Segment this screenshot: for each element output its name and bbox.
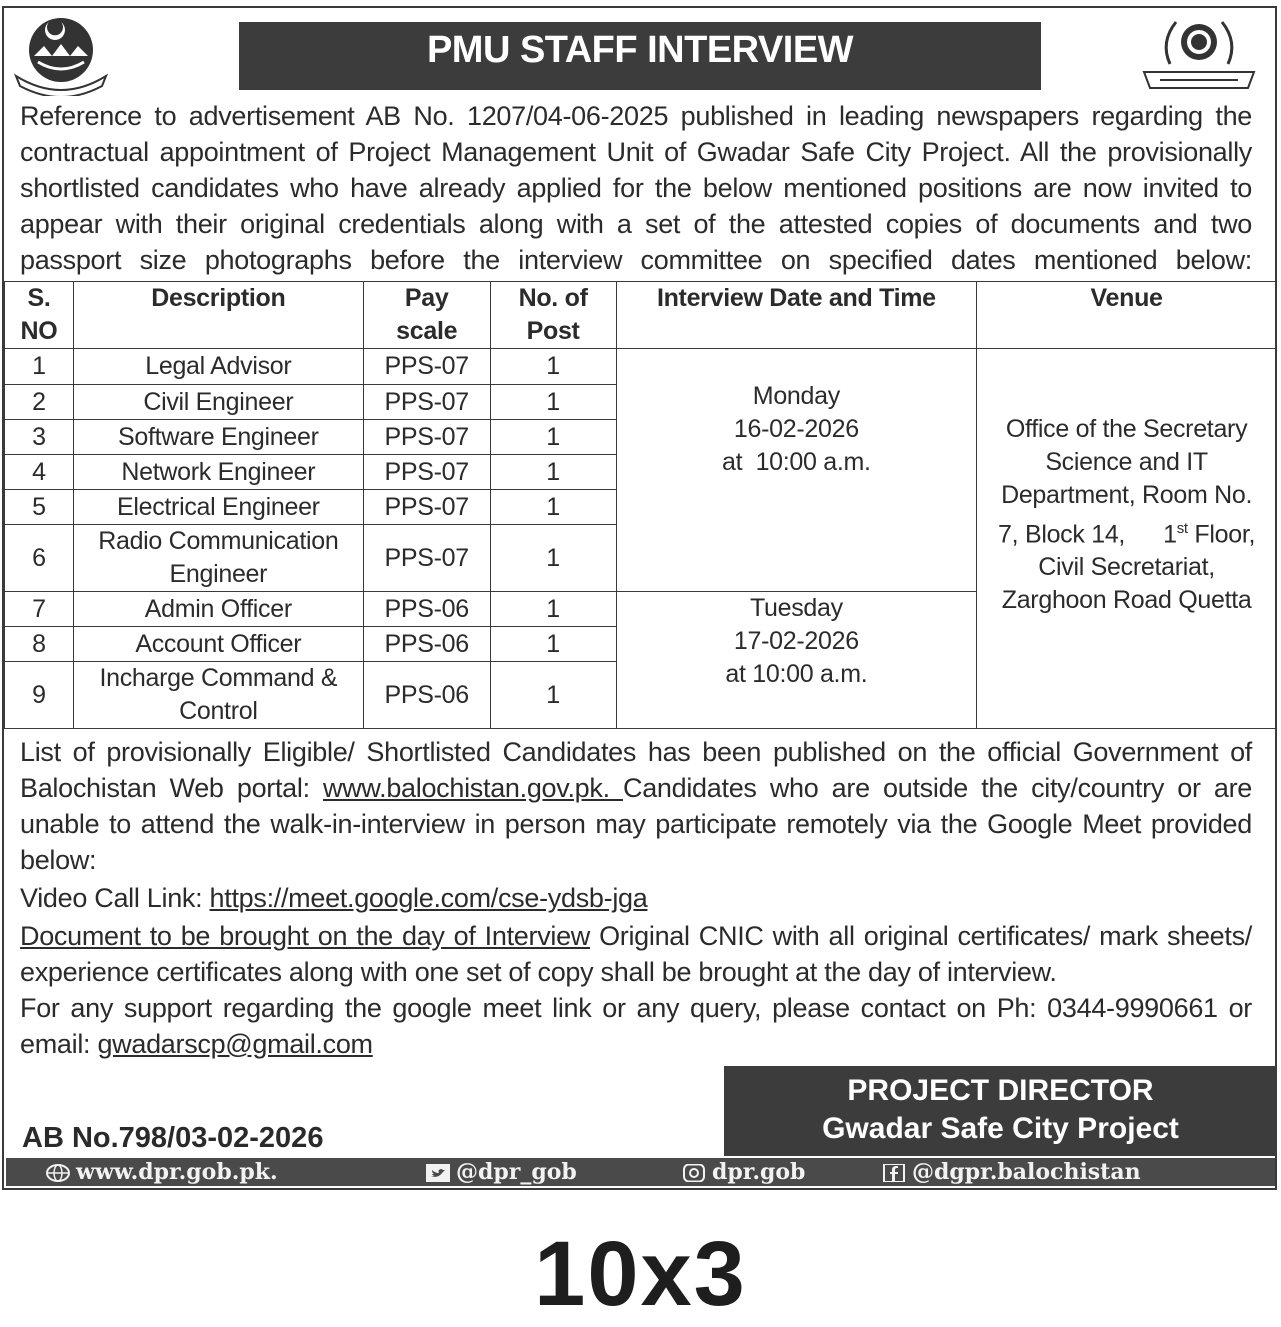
remote-text: Candidates who are outside the city/country or are unable to attend the walk-in-interview in person may participate remotely via the Google Meet provided below:	[20, 773, 1252, 875]
venue-line: Office of the Secretary	[1005, 415, 1248, 443]
header-interview-date-time: Interview Date and Time	[616, 282, 977, 349]
schedule-time: at 10:00 a.m.	[722, 448, 871, 476]
signatory-title: PROJECT DIRECTOR	[847, 1074, 1154, 1107]
cell-pay-scale: PPS-07	[363, 420, 490, 455]
cell-posts: 1	[490, 627, 616, 662]
notice-title: PMU STAFF INTERVIEW	[239, 22, 1041, 90]
schedule-date: 16-02-2026	[733, 415, 859, 443]
header-description: Description	[73, 282, 363, 349]
cell-pay-scale: PPS-07	[363, 455, 490, 490]
footer-facebook: @dgpr.balochistan	[912, 1159, 1141, 1185]
instructions-section	[20, 734, 1252, 1062]
footer-twitter: @dpr_gob	[456, 1159, 577, 1185]
venue-block: 7, Block 14,	[998, 520, 1126, 549]
header-text: S.	[27, 284, 51, 312]
intro-line: shortlisted candidates who have already applied for the below mentioned positions are now invited to	[20, 173, 1252, 203]
header-text: Pay	[404, 284, 449, 312]
table-header-row	[5, 282, 1277, 349]
video-call-link[interactable]: https://meet.google.com/cse-ydsb-jga	[209, 883, 648, 913]
video-call-label: Video Call Link:	[20, 883, 210, 913]
globe-icon	[46, 1164, 70, 1182]
intro-line: passport size photographs before the interview committee on specified dates mentioned below:	[20, 245, 1252, 275]
cell-schedule-tuesday	[616, 592, 977, 729]
signature-block	[724, 1066, 1277, 1156]
cell-description: Network Engineer	[73, 455, 363, 490]
cell-posts: 1	[490, 385, 616, 420]
cell-sno: 8	[5, 627, 74, 662]
schedule-day: Monday	[752, 382, 840, 410]
video-call-paragraph	[20, 880, 1252, 916]
description-line: Radio Communication	[98, 527, 339, 555]
cell-venue	[977, 349, 1277, 729]
documents-text: Original CNIC with all original certificates/ mark sheets/ experience certificates along with one set of copy shall be brought at the day of interview.	[20, 921, 1252, 987]
header-pay-scale	[363, 282, 490, 349]
intro-line: appear with their original credentials along with a set of the attested copies of documents and two	[20, 209, 1252, 239]
signatory-organization: Gwadar Safe City Project	[822, 1112, 1179, 1145]
footer-facebook-item[interactable]	[882, 1158, 1141, 1186]
positions-table	[4, 281, 1277, 729]
footer-instagram-item[interactable]	[682, 1158, 805, 1186]
cell-sno: 5	[5, 490, 74, 525]
header-venue: Venue	[977, 282, 1277, 349]
intro-line: contractual appointment of Project Management Unit of Gwadar Safe City Project. All the provisionally	[20, 137, 1252, 167]
eligible-list-paragraph	[20, 734, 1252, 878]
cell-posts: 1	[490, 420, 616, 455]
cell-sno: 1	[5, 349, 74, 385]
venue-line: Zarghoon Road Quetta	[1001, 586, 1252, 615]
ab-number: AB No.798/03-02-2026	[22, 1122, 324, 1154]
cell-posts: 1	[490, 662, 616, 729]
cell-pay-scale: PPS-07	[363, 349, 490, 385]
cell-posts: 1	[490, 525, 616, 592]
cell-description: Software Engineer	[73, 420, 363, 455]
footer-twitter-item[interactable]	[426, 1158, 577, 1186]
footer-instagram: dpr.gob	[712, 1159, 806, 1185]
support-text: For any support regarding the google meet link or any query, please contact on Ph: 0344-9990661 or email:	[20, 993, 1252, 1059]
cell-description: Electrical Engineer	[73, 490, 363, 525]
cell-sno: 7	[5, 592, 74, 627]
support-email-link[interactable]: gwadarscp@gmail.com	[97, 1029, 373, 1059]
facebook-icon	[882, 1164, 906, 1182]
instagram-icon	[682, 1164, 706, 1182]
cell-pay-scale: PPS-07	[363, 385, 490, 420]
cell-schedule-monday	[616, 349, 977, 592]
footer-social-bar	[6, 1158, 1275, 1186]
schedule-time: at 10:00 a.m.	[725, 660, 868, 688]
intro-line: Reference to advertisement AB No. 1207/04-06-2025 published in leading newspapers regarding the	[20, 101, 1252, 131]
portal-link[interactable]: www.balochistan.gov.pk.	[323, 773, 624, 803]
cell-pay-scale: PPS-07	[363, 525, 490, 592]
cell-pay-scale: PPS-06	[363, 627, 490, 662]
venue-line: Department, Room No.	[1001, 481, 1253, 509]
description-line: Engineer	[169, 560, 268, 588]
footer-website: www.dpr.gob.pk.	[76, 1159, 278, 1185]
header-text: NO	[20, 317, 58, 345]
eligible-text: List of provisionally Eligible/ Shortlisted Candidates has been published on the official Government of Balochistan Web portal:	[20, 737, 1252, 803]
cell-pay-scale: PPS-07	[363, 490, 490, 525]
venue-floor-suffix: st	[1176, 520, 1188, 537]
venue-line	[977, 512, 1276, 551]
schedule-day: Tuesday	[749, 594, 843, 622]
description-line: Incharge Command &	[99, 664, 338, 692]
header-number-of-posts	[490, 282, 616, 349]
cell-description: Legal Advisor	[73, 349, 363, 385]
cell-sno: 4	[5, 455, 74, 490]
cell-sno: 2	[5, 385, 74, 420]
cell-description: Account Officer	[73, 627, 363, 662]
documents-paragraph	[20, 918, 1252, 990]
header-text: No. of	[518, 284, 588, 312]
header-text: scale	[396, 317, 458, 345]
government-emblem-logo	[14, 14, 108, 96]
venue-line: Science and IT	[1045, 448, 1208, 476]
twitter-icon	[426, 1164, 450, 1182]
schedule-date: 17-02-2026	[733, 627, 859, 655]
cell-description	[73, 662, 363, 729]
cell-description: Civil Engineer	[73, 385, 363, 420]
venue-floor-label: Floor,	[1187, 520, 1256, 549]
cell-posts: 1	[490, 490, 616, 525]
cell-posts: 1	[490, 455, 616, 490]
cell-posts: 1	[490, 349, 616, 385]
venue-floor-number: 1	[1163, 520, 1177, 549]
support-paragraph	[20, 990, 1252, 1062]
footer-website-item[interactable]	[46, 1158, 278, 1186]
cell-pay-scale: PPS-06	[363, 662, 490, 729]
table-row	[5, 349, 1277, 385]
cell-pay-scale: PPS-06	[363, 592, 490, 627]
cell-posts: 1	[490, 592, 616, 627]
header-serial-number	[5, 282, 74, 349]
dgpr-emblem-logo	[1140, 14, 1258, 94]
cell-sno: 3	[5, 420, 74, 455]
cell-sno: 9	[5, 662, 74, 729]
cell-description: Admin Officer	[73, 592, 363, 627]
cell-sno: 6	[5, 525, 74, 592]
description-line: Control	[179, 697, 258, 725]
intro-paragraph	[20, 98, 1252, 278]
ad-size-label: 10x3	[534, 1223, 747, 1325]
cell-description	[73, 525, 363, 592]
documents-heading: Document to be brought on the day of Interview	[20, 921, 591, 951]
venue-line: Civil Secretariat,	[1038, 553, 1215, 582]
header-text: Post	[526, 317, 580, 345]
